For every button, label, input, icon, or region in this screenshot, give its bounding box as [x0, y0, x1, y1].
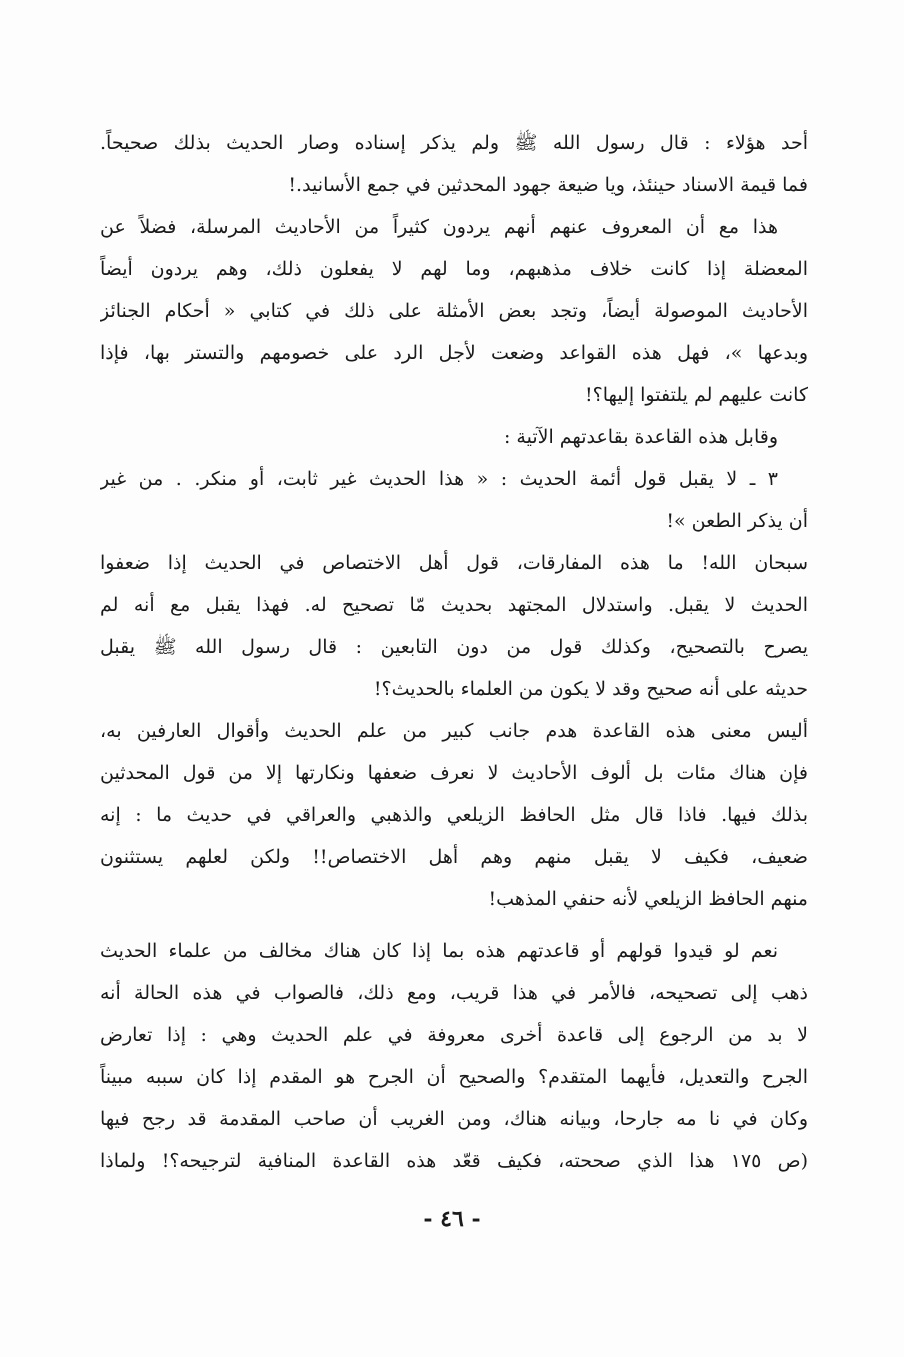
- paragraph: [100, 710, 808, 920]
- text-line: أن يذكر الطعن »!: [666, 510, 808, 532]
- paragraph: [100, 206, 808, 416]
- paragraph: [100, 416, 808, 458]
- text-line: حديثه على أنه صحيح وقد لا يكون من العلماء بالحديث؟!: [373, 678, 808, 700]
- paragraph: [100, 542, 808, 710]
- text-line: يصرح بالتصحيح، وكذلك قول من دون التابعين : قال رسول الله ﷺ يقبل: [100, 636, 808, 658]
- text-line: ضعيف، فكيف لا يقبل منهم وهم أهل الاختصاص!! ولكن لعلهم يستثنون: [100, 846, 808, 868]
- text-line: الحديث لا يقبل. واستدلال المجتهد بحديث مّا تصحيح له. فهذا يقبل مع أنه لم: [100, 594, 808, 616]
- paragraph-gap: [100, 920, 808, 930]
- text-line: الجرح والتعديل، فأيهما المتقدم؟ والصحيح أن الجرح هو المقدم إذا كان سببه مبيناً: [100, 1066, 808, 1088]
- page-number: - ٤٦ -: [423, 1206, 481, 1232]
- text-line: بذلك فيها. فاذا قال مثل الحافظ الزيلعي والذهبي والعراقي في حديث ما : إنه: [100, 804, 808, 826]
- text-line: ذهب إلى تصحيحه، فالأمر في هذا قريب، ومع ذلك، فالصواب في هذه الحالة أنه: [100, 982, 808, 1004]
- text-line: وبدعها »، فهل هذه القواعد وضعت لأجل الرد على خصومهم والتستر بها، فإذا: [100, 342, 808, 364]
- text-line: ٣ ـ لا يقبل قول أئمة الحديث : « هذا الحديث غير ثابت، أو منكر. . من غير: [100, 468, 778, 490]
- text-line: فإن هناك مئات بل ألوف الأحاديث لا نعرف ضعفها ونكارتها إلا من قول المحدثين: [100, 762, 808, 784]
- text-line: سبحان الله! ما هذه المفارقات، قول أهل الاختصاص في الحديث إذا ضعفوا: [100, 552, 808, 574]
- paragraph: [100, 122, 808, 206]
- text-line: (ص ١٧٥ هذا الذي صححته، فكيف قعّد هذه القاعدة المنافية لترجيحه؟! ولماذا: [100, 1150, 808, 1172]
- text-line: الأحاديث الموصولة أيضاً، وتجد بعض الأمثلة على ذلك في كتابي « أحكام الجنائز: [100, 300, 808, 322]
- text-line: نعم لو قيدوا قولهم أو قاعدتهم هذه بما إذا كان هناك مخالف من علماء الحديث: [100, 940, 778, 962]
- text-line: أحد هؤلاء : قال رسول الله ﷺ ولم يذكر إسناده وصار الحديث بذلك صحيحاً.: [100, 132, 808, 154]
- text-line: المعضلة إذا كانت خلاف مذهبهم، وما لهم لا يفعلون ذلك، وهم يردون أيضاً: [100, 258, 808, 280]
- text-line: لا بد من الرجوع إلى قاعدة أخرى معروفة في علم الحديث وهي : إذا تعارض: [100, 1024, 808, 1046]
- text-line: وقابل هذه القاعدة بقاعدتهم الآتية :: [503, 426, 778, 448]
- text-line: هذا مع أن المعروف عنهم أنهم يردون كثيراً من الأحاديث المرسلة، فضلاً عن: [100, 216, 778, 238]
- paragraph: [100, 930, 808, 1182]
- text-line: أليس معنى هذه القاعدة هدم جانب كبير من علم الحديث وأقوال العارفين به،: [100, 720, 808, 742]
- text-line: فما قيمة الاسناد حينئذ، ويا ضيعة جهود المحدثين في جمع الأسانيد.!: [288, 174, 808, 196]
- text-line: وكان في نا مه جارحا، وبيانه هناك، ومن الغريب أن صاحب المقدمة قد رجح فيها: [100, 1108, 808, 1130]
- text-line: كانت عليهم لم يلتفتوا إليها؟!: [585, 384, 808, 406]
- paragraph: [100, 458, 808, 542]
- text-line: منهم الحافظ الزيلعي لأنه حنفي المذهب!: [488, 888, 808, 910]
- body-text: [100, 122, 808, 1182]
